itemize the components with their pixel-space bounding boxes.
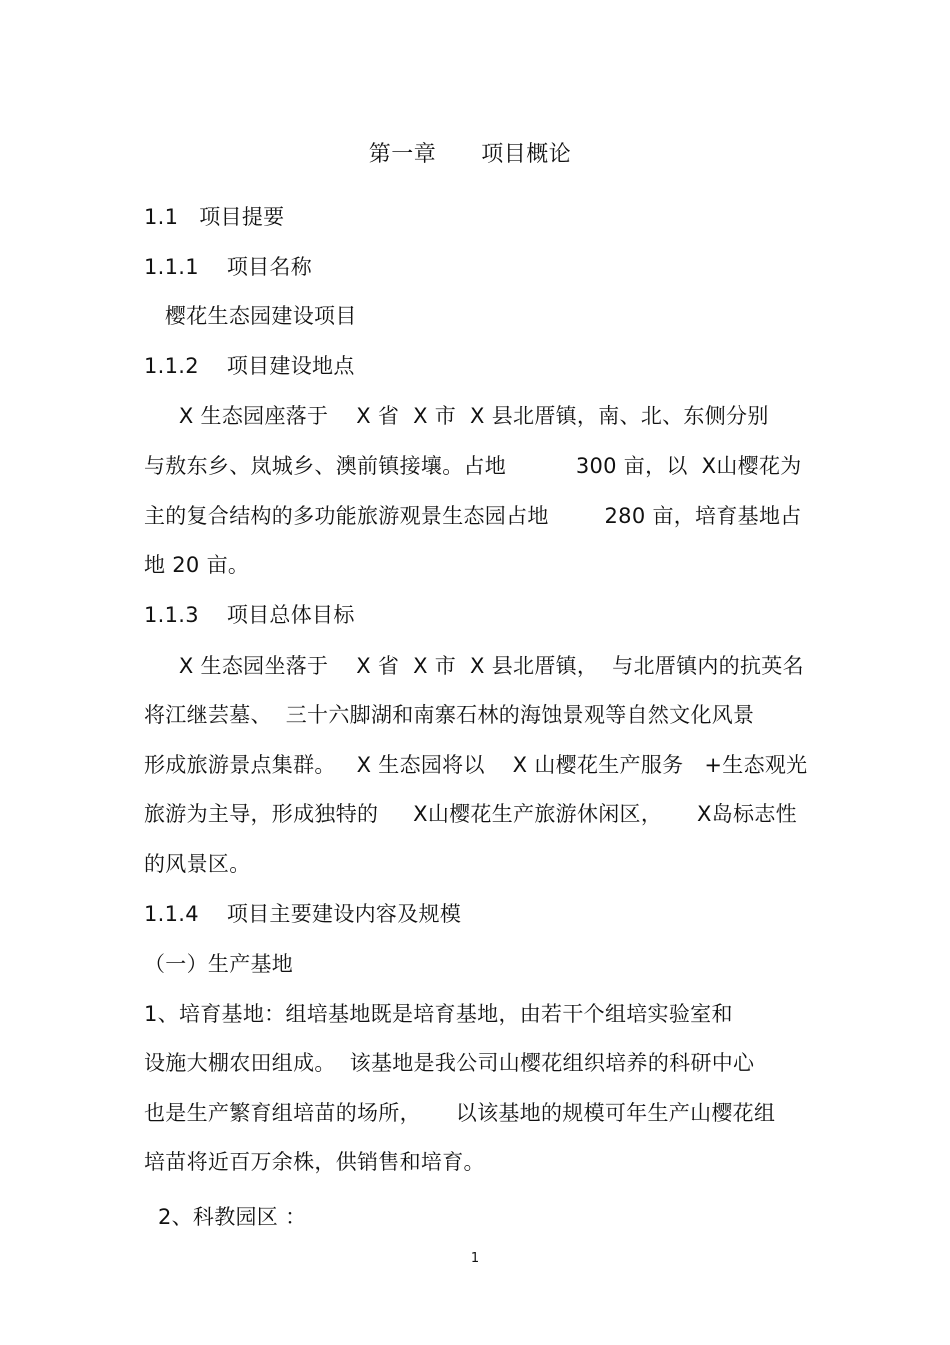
chapter-title: 第一章 项目概论 [368,142,572,167]
paragraph-line: 地 20 亩。 [144,553,250,577]
subsection-heading-1-1-4: 1.1.4 项目主要建设内容及规模 [144,902,462,926]
subsection-heading-1-1-3: 1.1.3 项目总体目标 [144,603,355,627]
paragraph-line: 旅游为主导，形成独特的 X山樱花生产旅游休闲区， X岛标志性 [144,802,797,826]
paragraph-line: 主的复合结构的多功能旅游观景生态园占地 280 亩，培育基地占 [144,504,802,528]
paragraph-line: 培苗将近百万余株，供销售和培育。 [144,1150,485,1174]
paragraph-line: 也是生产繁育组培苗的场所， 以该基地的规模可年生产山樱花组 [144,1101,776,1125]
project-name-text: 樱花生态园建设项目 [144,304,357,328]
paragraph-line: 1、培育基地：组培基地既是培育基地，由若干个组培实验室和 [144,1002,733,1026]
paragraph-line: 形成旅游景点集群。 X 生态园将以 X 山樱花生产服务 +生态观光 [144,753,808,777]
page-number: 1 [470,1251,480,1266]
paragraph-line: 设施大棚农田组成。 该基地是我公司山樱花组织培养的科研中心 [144,1051,755,1075]
paragraph-line: X 生态园座落于 X 省 X 市 X 县北厝镇，南、北、东侧分别 [144,404,769,428]
paragraph-line: 的风景区。 [144,852,251,876]
paragraph-line: 与敖东乡、岚城乡、澳前镇接壤。占地 300 亩，以 X山樱花为 [144,454,802,478]
item-heading-science-park: 2、科教园区 ： [144,1205,307,1229]
subsection-heading-1-1-2: 1.1.2 项目建设地点 [144,354,355,378]
paragraph-line: 将江继芸墓、 三十六脚湖和南寨石林的海蚀景观等自然文化风景 [144,703,755,727]
subsection-heading-1-1-1: 1.1.1 项目名称 [144,255,313,279]
section-heading-1-1: 1.1 项目提要 [144,205,285,229]
paragraph-line: X 生态园坐落于 X 省 X 市 X 县北厝镇， 与北厝镇内的抗英名 [144,654,804,678]
item-heading-production-base: （一）生产基地 [144,952,294,976]
